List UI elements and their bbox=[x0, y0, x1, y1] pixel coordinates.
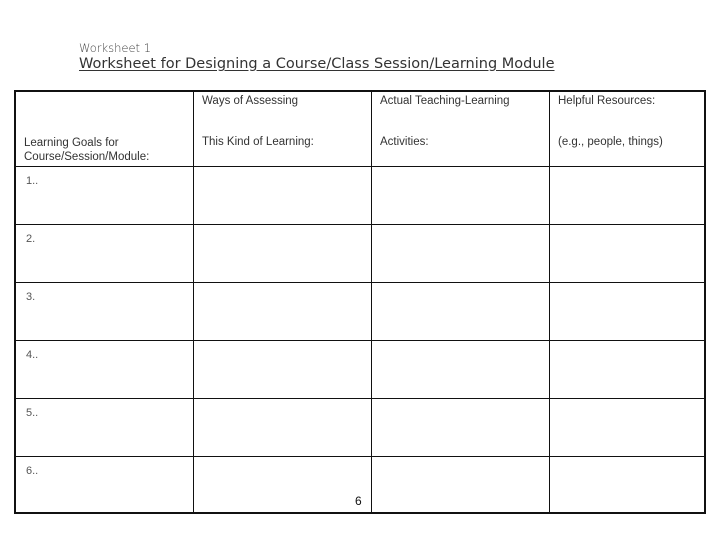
resources-header-cell bbox=[550, 92, 704, 166]
goal-row-number: 1.. bbox=[26, 175, 39, 187]
assessing-header-line1: Ways of Assessing bbox=[202, 95, 299, 107]
table-cell bbox=[372, 340, 550, 398]
table-cell bbox=[194, 340, 372, 398]
table-cell bbox=[194, 398, 372, 456]
goal-row-cell bbox=[16, 166, 194, 224]
table-cell bbox=[194, 166, 372, 224]
table-cell bbox=[550, 398, 704, 456]
table-cell bbox=[550, 282, 704, 340]
activities-header-line1: Actual Teaching-Learning bbox=[380, 95, 510, 107]
table-cell bbox=[372, 398, 550, 456]
goal-row-number: 3. bbox=[26, 291, 36, 303]
assessing-header-line2: This Kind of Learning: bbox=[202, 136, 314, 148]
worksheet-table bbox=[14, 90, 706, 514]
table-cell bbox=[550, 224, 704, 282]
resources-header-line2: (e.g., people, things) bbox=[558, 136, 663, 148]
goal-row-number: 5.. bbox=[26, 407, 39, 419]
table-cell bbox=[194, 224, 372, 282]
worksheet-title: Worksheet for Designing a Course/Class Session/Learning Module bbox=[79, 56, 555, 72]
table-cell bbox=[372, 166, 550, 224]
table-cell bbox=[372, 282, 550, 340]
table-cell bbox=[194, 282, 372, 340]
table-cell bbox=[550, 456, 704, 512]
table-cell bbox=[372, 224, 550, 282]
worksheet-kicker: Worksheet 1 bbox=[79, 41, 152, 55]
assessing-header-cell bbox=[194, 92, 372, 166]
goal-row-number: 2. bbox=[26, 233, 36, 245]
table-cell bbox=[372, 456, 550, 512]
goal-row-number: 6.. bbox=[26, 465, 39, 477]
page-number: 6 bbox=[355, 494, 362, 508]
goal-row-cell bbox=[16, 340, 194, 398]
activities-header-line2: Activities: bbox=[380, 136, 429, 148]
goal-row-cell bbox=[16, 456, 194, 512]
table-cell bbox=[550, 340, 704, 398]
goal-row-cell bbox=[16, 282, 194, 340]
table-cell bbox=[194, 456, 372, 512]
activities-header-cell bbox=[372, 92, 550, 166]
table-cell bbox=[550, 166, 704, 224]
goals-header-cell bbox=[16, 92, 194, 166]
resources-header-line1: Helpful Resources: bbox=[558, 95, 656, 107]
goal-row-cell bbox=[16, 224, 194, 282]
goals-header-label: Learning Goals for Course/Session/Module: bbox=[24, 137, 150, 163]
goal-row-number: 4.. bbox=[26, 349, 39, 361]
goal-row-cell bbox=[16, 398, 194, 456]
